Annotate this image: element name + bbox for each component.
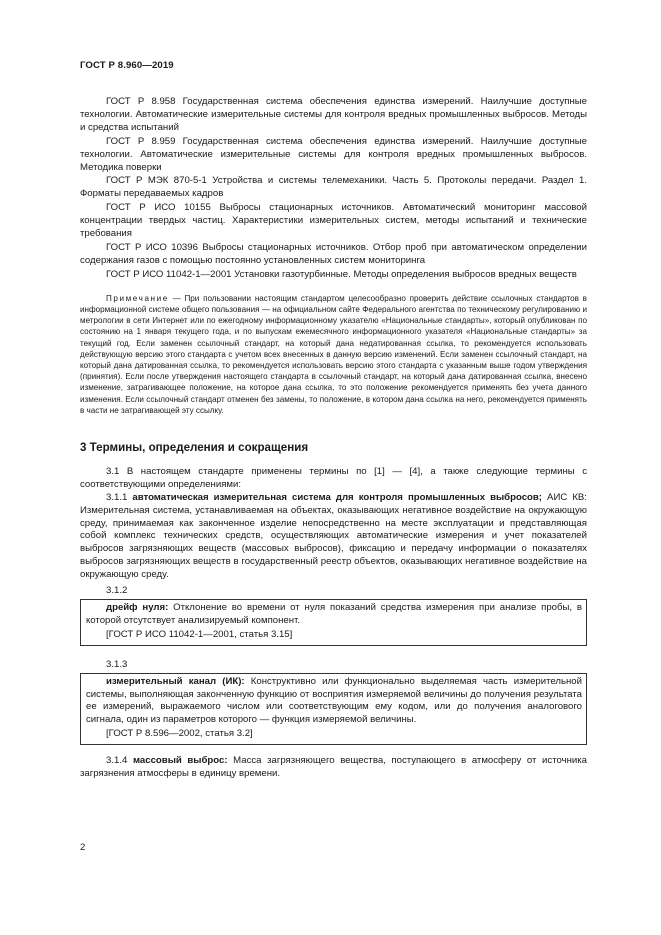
term-number-3-1-2: 3.1.2 [106,585,128,597]
reference-item: ГОСТ Р МЭК 870-5-1 Устройства и системы телемеханики. Часть 5. Протоколы передачи. Раздел 1. Форматы передаваемых кадров [80,175,587,200]
term-3-1-4 [80,755,587,781]
note-text: — При пользовании настоящим стандартом целесообразно проверить действие ссылочных стандартов в информационной системе общего пользования — на официальном сайте Федерального агентства по техническому регулированию и метрологии в сети Интернет или по ежегодному информационному указателю «Национальные стандарты», который опубликован по состоянию на 1 января текущего года, и по выпускам ежемесячного информационного указателя «Национальные стандарты» за текущий год. Если заменен ссылочный стандарт, на который дана недатированная ссылка, то рекомендуется использовать действующую версию этого стандарта с учетом всех внесенных в данную версию изменений. Если заменен ссылочный стандарт, на который дана датированная ссылка, то рекомендуется использовать версию этого стандарта с указанным выше годом утверждения (принятия). Если после утверждения настоящего стандарта в ссылочный стандарт, на который дана датированная ссылка, внесено изменение, затрагивающее положение, на которое дана ссылка, то это положение рекомендуется применять без учета данного изменения. Если ссылочный стандарт отменен без замены, то положение, в котором дана ссылка на него, рекомендуется применять в части не затрагивающей эту ссылку. [80,293,587,415]
term-definition: Отклонение во времени от нуля показаний средства измерения при анализе пробы, в которой отсутствует анализируемый компонент. [86,601,582,626]
reference-item: ГОСТ Р ИСО 10396 Выбросы стационарных источников. Отбор проб при автоматическом определении содержания газов с помощью постоянно установленных систем мониторинга [80,241,587,266]
term-box-3-1-2 [80,599,587,646]
section-title: 3 Термины, определения и сокращения [80,440,309,454]
term-number: 3.1.1 [106,491,133,503]
term-definition: АИС КВ: Измерительная система, устанавливаемая на объектах, оказывающих негативное воздействие на окружающую среду, принимаемая как законченное изделие непосредственно на месте эксплуатации и представляющая собой комплекс технических средств, осуществляющих автоматические измерения и учет показателей выбросов загрязняющих веществ (массовых выбросов), фиксацию и передачу информации о показателях выбросов загрязняющих веществ в государственный реестр объектов, оказывающих негативное воздействие на окружающую среду. [80,491,587,581]
running-header: ГОСТ Р 8.960—2019 [80,60,174,71]
page-number: 2 [80,842,86,853]
note-paragraph [80,293,587,416]
term-definition: Масса загрязняющего вещества, поступающего в атмосферу от источника загрязнения атмосферы в единицу времени. [80,755,588,780]
term-number-3-1-3: 3.1.3 [106,658,128,670]
term-name: измерительный канал (ИК): [106,675,245,687]
term-number: 3.1.4 [106,755,133,767]
note-label: Примечание [106,293,169,303]
section-intro: 3.1 В настоящем стандарте применены термины по [1] — [4], а также следующие термины с соответствующими определениями: [80,465,587,490]
term-box-3-1-3 [80,673,587,746]
term-source: [ГОСТ Р 8.596—2002, статья 3.2] [106,728,253,740]
reference-item: ГОСТ Р ИСО 10155 Выбросы стационарных источников. Автоматический мониторинг массовой концентрации твердых частиц. Характеристики измерительных систем, методы испытаний и технические требования [80,202,587,240]
normative-references-list [80,96,587,282]
term-definition: Конструктивно или функционально выделяемая часть измерительной системы, выполняющая законченную функцию от восприятия измеряемой величины до получения результата ее измерений, выражаемого числом или соответствующим ему кодом, или до получения аналогового сигнала, один из параметров которого — функция измеряемой величины. [86,675,583,726]
term-3-1-2 [86,602,582,628]
term-name: массовый выброс: [132,755,228,767]
term-source: [ГОСТ Р ИСО 11042-1—2001, статья 3.15] [106,628,293,640]
page-content [80,96,587,781]
reference-item: ГОСТ Р 8.958 Государственная система обеспечения единства измерений. Наилучшие доступные технологии. Автоматические измерительные системы для контроля вредных промышленных выбросов. Методы и средства испытаний [80,96,587,133]
term-name: автоматическая измерительная система для контроля промышленных выбросов; [132,491,542,503]
reference-item: ГОСТ Р 8.959 Государственная система обеспечения единства измерений. Наилучшие доступные технологии. Автоматические измерительные системы для контроля вредных промышленных выбросов. Методика поверки [80,135,587,173]
reference-item: ГОСТ Р ИСО 11042-1—2001 Установки газотурбинные. Методы определения выбросов вредных веществ [106,268,577,280]
term-3-1-3 [86,676,582,728]
term-3-1-1 [80,492,587,582]
term-name: дрейф нуля: [106,601,169,613]
